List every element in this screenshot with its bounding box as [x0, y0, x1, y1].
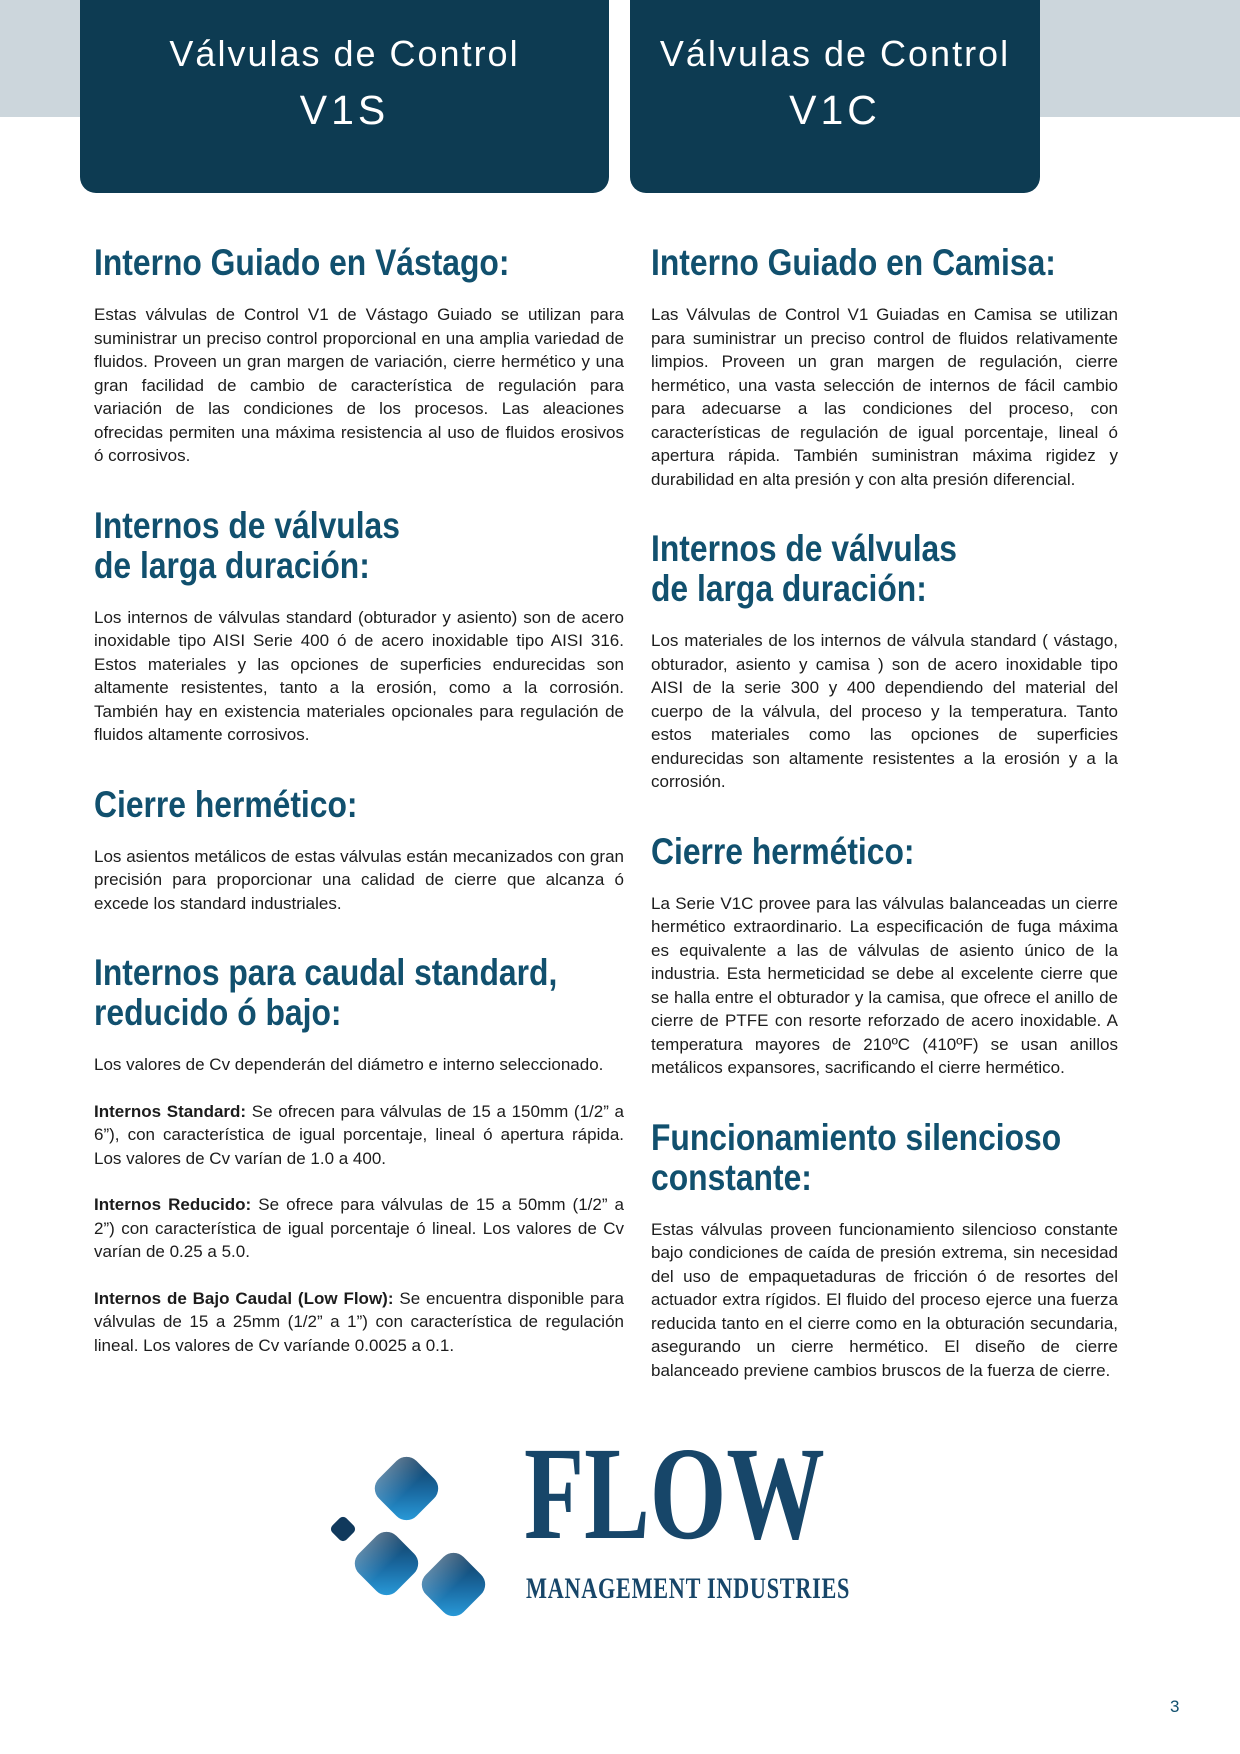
paragraph-lead: Internos Standard: — [94, 1101, 247, 1121]
top-band-left — [0, 0, 80, 117]
banner-v1s-model: V1S — [299, 87, 390, 133]
heading-line: Internos de válvulas — [651, 528, 957, 569]
banner-v1s-title: Válvulas de Control — [169, 33, 520, 74]
heading-interno-guiado-vastago — [94, 243, 624, 283]
banner-v1c — [630, 0, 1040, 193]
heading-internos-larga-duracion-right — [651, 529, 1118, 609]
paragraph: Las Válvulas de Control V1 Guiadas en Camisa se utilizan para suministrar un preciso control de fluidos relativamente limpios. Proveen un gran margen de regulación, cierre hermético, una vasta selección de internos de fácil cambio para adecuarse a las condiciones del proceso, con características de regulación de igual porcentaje, lineal ó apertura rápida. También suministran máxima rigidez y durabilidad en alta presión y con alta presión diferencial. — [651, 305, 1118, 489]
paragraph: Estas válvulas de Control V1 de Vástago Guiado se utilizan para suministrar un preciso control proporcional en una amplia variedad de fluidos. Proveen un gran margen de variación, cierre hermético y una gran facilidad de cambio de característica de regulación para variación de las condiciones de los procesos. Las aleaciones ofrecidas permiten una máxima resistencia al uso de fluidos erosivos ó corrosivos. — [94, 305, 624, 465]
page-number: 3 — [1170, 1697, 1180, 1716]
paragraph: Los valores de Cv dependerán del diámetro e interno seleccionado. — [94, 1055, 604, 1074]
paragraph-lead: Internos de Bajo Caudal (Low Flow): — [94, 1288, 394, 1308]
heading-funcionamiento-silencioso — [651, 1118, 1118, 1198]
heading-interno-guiado-camisa — [651, 243, 1118, 283]
left-column — [94, 195, 624, 1380]
heading-line: constante: — [651, 1156, 812, 1198]
paragraph: Los materiales de los internos de válvula standard ( vástago, obturador, asiento y camisa ) son de acero inoxidable tipo AISI de la serie 300 y 400 dependiendo del material del cuerpo de la válvula, del proceso y la temperatura. Tanto estos materiales como las opciones de superficies endurecidas son altamente resistentes a la erosión y a la corrosión. — [651, 631, 1118, 791]
heading-line: Interno Guiado en Camisa: — [651, 242, 1056, 283]
heading-line: Internos para caudal standard, — [94, 952, 558, 993]
paragraph-internos-standard — [94, 1100, 624, 1171]
heading-line: Funcionamiento silencioso — [651, 1116, 1062, 1158]
heading-line: Interno Guiado en Vástago: — [94, 242, 510, 283]
paragraph: Estas válvulas proveen funcionamiento silencioso constante bajo condiciones de caída de presión extrema, sin necesidad del uso de empaquetaduras de fricción ó de resortes del actuador extra rígidos. El fluido del proceso ejerce una fuerza reducida tanto en el cierre como en la obturación secundaria, asegurando un cierre hermético. El diseño de cierre balanceado previene cambios bruscos de la fuerza de cierre. — [651, 1219, 1118, 1380]
paragraph: La Serie V1C provee para las válvulas balanceadas un cierre hermético extraordinario. La especificación de fuga máxima es equivalente a las de válvulas de asiento único de la industria. Esta hermeticidad se debe al excelente cierre que se halla entre el obturador y la camisa, que ofrece el anillo de cierre de PTFE con resorte reforzado de acero inoxidable. A temperatura mayores de 210ºC (410ºF) se usan anillos metálicos expansores, sacrificando el cierre hermético. — [651, 893, 1118, 1077]
heading-line: de larga duración: — [651, 568, 927, 609]
heading-internos-caudal — [94, 953, 624, 1033]
paragraph: Los asientos metálicos de estas válvulas están mecanizados con gran precisión para proporcionar una calidad de cierre que alcanza ó excede los standard industriales. — [94, 846, 624, 913]
flow-logo-subtitle: MANAGEMENT INDUSTRIES — [526, 1572, 851, 1605]
heading-line: Cierre hermético: — [651, 830, 915, 872]
heading-line: reducido ó bajo: — [94, 992, 342, 1033]
banner-v1c-title: Válvulas de Control — [659, 33, 1011, 74]
heading-cierre-hermetico-left — [94, 785, 624, 825]
paragraph-internos-reducido — [94, 1193, 624, 1264]
paragraph-body: Se ofrece para válvulas de 15 a 50mm (1/2” a 2”) con característica de igual porcentaje ó lineal. Los valores de Cv varían de 0.25 a 5.0. — [94, 1195, 624, 1261]
banner-v1s — [80, 0, 609, 193]
top-band-right — [1040, 0, 1240, 117]
paragraph-body: Se encuentra disponible para válvulas de 15 a 25mm (1/2” a 1”) con característica de regulación lineal. Los valores de Cv varíande 0.0025 a 0.1. — [94, 1288, 624, 1355]
heading-line: Internos de válvulas — [94, 504, 400, 546]
heading-line: Cierre hermético: — [94, 783, 358, 825]
right-column — [651, 195, 1118, 1405]
logo-cube-icon — [416, 1547, 491, 1622]
paragraph-body: Se ofrecen para válvulas de 15 a 150mm (1/2” a 6”), con característica de igual porcentaje, lineal ó apertura rápida. Los valores de Cv varían de 1.0 a 400. — [94, 1101, 625, 1168]
heading-line: de larga duración: — [94, 544, 370, 586]
logo-cube-icon — [369, 1451, 444, 1526]
paragraph-lead: Internos Reducido: — [94, 1195, 252, 1214]
logo-cube-accent-icon — [329, 1515, 357, 1543]
banner-v1c-model: V1C — [789, 87, 881, 133]
heading-cierre-hermetico-right — [651, 832, 1118, 872]
flow-logo-wordmark: FLOW — [524, 1419, 825, 1567]
heading-internos-larga-duracion-left — [94, 506, 624, 586]
flow-logo-cubes-icon — [318, 1440, 558, 1640]
logo-cube-icon — [349, 1526, 424, 1601]
paragraph: Los internos de válvulas standard (obturador y asiento) son de acero inoxidable tipo AISI Serie 400 ó de acero inoxidable tipo AISI 316. Estos materiales y las opciones de superficies endurecidas son altamente resistentes, tanto a la erosión, como a la corrosión. También hay en existencia materiales opcionales para regulación de fluidos altamente corrosivos. — [94, 607, 624, 744]
paragraph-internos-bajo-caudal — [94, 1287, 624, 1358]
